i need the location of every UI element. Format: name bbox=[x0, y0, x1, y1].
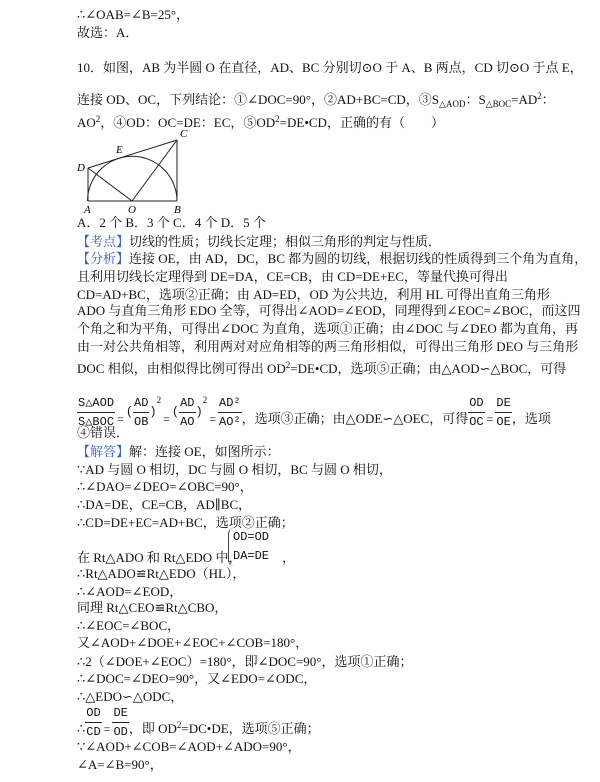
jieda-line: 又∠AOD+∠DOE+∠EOC+∠COB=180°， bbox=[77, 635, 309, 650]
label-c: C bbox=[180, 128, 188, 140]
jieda-line: ∴∠DOC=∠DEO=90°，又∠EDO=∠ODC， bbox=[77, 671, 317, 686]
subscript: △AOD bbox=[439, 99, 466, 109]
numerator: AD² bbox=[218, 394, 242, 413]
equation: DA=DE bbox=[233, 549, 270, 563]
fraction bbox=[112, 704, 128, 741]
text: =DE•CD，正确的有（ ） bbox=[279, 115, 444, 130]
fraction bbox=[468, 394, 484, 431]
question-line bbox=[77, 88, 555, 112]
segment-oc bbox=[132, 140, 177, 201]
denominator: AO bbox=[180, 414, 195, 429]
numerator: S△AOD bbox=[77, 394, 115, 413]
comma: ， bbox=[282, 550, 296, 565]
superscript: 2 bbox=[95, 114, 101, 124]
fraction bbox=[133, 394, 149, 431]
text: ，即 OD bbox=[128, 721, 177, 736]
semicircle bbox=[88, 156, 178, 201]
fenxi-line bbox=[77, 251, 587, 267]
text: ，选项③正确；由△ODE∽△OEC，可得 bbox=[241, 411, 469, 426]
numerator: OD bbox=[85, 704, 101, 723]
segment-od bbox=[88, 168, 132, 201]
text: 切线的性质；切线长定理；相似三角形的判定与性质． bbox=[129, 234, 442, 249]
text: ，选项 bbox=[511, 411, 551, 426]
equation: OD=OD bbox=[233, 530, 270, 544]
denominator: OE bbox=[496, 414, 511, 429]
jieda-line: ∴CD=DE+EC=AD+BC，选项②正确； bbox=[77, 515, 294, 530]
fenxi-line bbox=[77, 357, 566, 377]
equals: = bbox=[486, 412, 494, 426]
numerator: OD bbox=[468, 394, 484, 413]
text: =DC•DE，选项⑤正确； bbox=[181, 721, 320, 736]
denominator: CD bbox=[86, 724, 101, 739]
equals: = bbox=[117, 412, 124, 426]
equation-system bbox=[228, 528, 269, 566]
fenxi-line: 由一对公共角相等，利用两对对应角相等的两三角形相似，可得出三角形 DEO 与三角形 bbox=[77, 339, 579, 354]
text: ∴ bbox=[77, 721, 86, 736]
denominator: AO² bbox=[219, 414, 241, 429]
kaodian-line bbox=[77, 234, 441, 250]
kaodian-tag: 【考点】 bbox=[77, 234, 130, 249]
numerator: DE bbox=[495, 394, 511, 413]
jieda-line: 同理 Rt△CEO≌Rt△CBO， bbox=[77, 600, 228, 615]
denominator: OB bbox=[134, 414, 149, 429]
fenxi-line: 个角之和为平角，可得出∠DOC 为直角，选项①正确；由∠DOC 与∠DEO 都为直角，再 bbox=[77, 321, 579, 336]
paren: ( bbox=[125, 405, 134, 419]
fraction bbox=[218, 394, 242, 431]
jieda-line: ∴∠DAO=∠DEO=∠OBC=90°， bbox=[77, 479, 253, 494]
label-d: D bbox=[77, 162, 85, 174]
paren: ) bbox=[195, 405, 203, 419]
superscript: 2 bbox=[275, 114, 280, 124]
fenxi-line: CD=AD+BC，选项②正确；由 AD=ED，OD 为公共边，利用 HL 可得出直角三角形 bbox=[77, 287, 550, 302]
geometry-figure bbox=[70, 128, 200, 213]
jieda-line: ∴∠AOD=∠EOD， bbox=[77, 584, 183, 599]
question-line: 10．如图，AB 为半圆 O 在直径，AD、BC 分别切⊙O 于 A、B 两点，CD 切⊙O 于点 E， bbox=[77, 60, 583, 75]
fraction bbox=[495, 394, 511, 431]
paren: ( bbox=[171, 405, 180, 419]
text: ： bbox=[541, 92, 555, 107]
label-b: B bbox=[174, 204, 181, 213]
equals: = bbox=[103, 722, 111, 736]
numerator: AD bbox=[133, 394, 149, 413]
subscript: △BOC bbox=[485, 99, 512, 109]
fraction bbox=[179, 394, 195, 431]
text: ：S bbox=[465, 92, 486, 107]
jieda-line bbox=[77, 444, 280, 460]
label-e: E bbox=[116, 144, 123, 156]
fenxi-tag: 【分析】 bbox=[77, 251, 130, 266]
answer-options: A．2 个 B．3 个 C．4 个 D．5 个 bbox=[77, 215, 266, 230]
jieda-line: ∠A=∠B=90°， bbox=[77, 757, 163, 772]
jieda-line: ∵AD 与圆 O 相切，DC 与圆 O 相切，BC 与圆 O 相切， bbox=[77, 462, 392, 477]
superscript: 2 bbox=[156, 395, 162, 405]
text-line: ∴∠OAB=∠B=25°， bbox=[77, 7, 190, 22]
superscript: 2 bbox=[176, 720, 182, 730]
jieda-line: ∴∠EOC=∠BOC， bbox=[77, 618, 181, 633]
jieda-line: ∴Rt△ADO≌Rt△EDO（HL）， bbox=[77, 566, 246, 581]
numerator: AD bbox=[179, 394, 195, 413]
jieda-line: 在 Rt△ADO 和 Rt△EDO 中， bbox=[77, 550, 242, 565]
text: ，④OD：OC=DE：EC，⑤OD bbox=[100, 115, 276, 130]
fenxi-line: 且利用切线长定理得到 DE=DA，CE=CB，由 CD=DE+EC，等量代换可得出 bbox=[77, 269, 508, 284]
superscript: 2 bbox=[202, 395, 208, 405]
denominator: OC bbox=[469, 414, 484, 429]
superscript: 2 bbox=[285, 360, 291, 370]
fenxi-line: ④错误． bbox=[77, 425, 130, 440]
text: =DE•CD，选项⑤正确；由△AOD∽△BOC，可得 bbox=[290, 361, 567, 376]
paren: ) bbox=[149, 405, 157, 419]
text: DOC 相似，由相似得比例可得出 OD bbox=[77, 361, 286, 376]
jieda-line: ∴△EDO∽△ODC， bbox=[77, 689, 184, 704]
text-line: 故选：A． bbox=[77, 25, 139, 40]
label-a: A bbox=[84, 204, 91, 213]
fenxi-line: ADO 与直角三角形 EDO 全等，可得出∠AOD=∠EOD，同理得到∠EOC=∠BOC，而这四 bbox=[77, 303, 581, 318]
equals: = bbox=[163, 412, 170, 426]
denominator: OD bbox=[113, 724, 128, 739]
denominator: S△BOC bbox=[78, 414, 115, 429]
text-run bbox=[129, 721, 320, 736]
fraction bbox=[85, 704, 101, 741]
text: 连接 OD、OC，下列结论：①∠DOC=90°，②AD+BC=CD，③S bbox=[77, 92, 440, 107]
segment-dc bbox=[88, 140, 177, 168]
jieda-tag: 【解答】 bbox=[77, 444, 130, 459]
superscript: 2 bbox=[537, 91, 542, 101]
equals: = bbox=[209, 412, 216, 426]
jieda-line: ∴DA=DE，CE=CB，AD∥BC， bbox=[77, 497, 252, 512]
jieda-line: ∵∠AOD+∠COB=∠AOD+∠ADO=90°， bbox=[77, 739, 301, 754]
jieda-line: ∴2（∠DOE+∠EOC）=180°，即∠DOC=90°，选项①正确； bbox=[77, 654, 413, 669]
text: 解：连接 OE，如图所示： bbox=[129, 444, 280, 459]
label-o: O bbox=[128, 204, 136, 213]
numerator: DE bbox=[112, 704, 128, 723]
text: 连接 OE，由 AD，DC，BC 都为圆的切线，根据切线的性质得到三个角为直角， bbox=[129, 251, 588, 266]
fraction-line bbox=[77, 380, 551, 439]
text: =AD bbox=[511, 92, 538, 107]
text: AO bbox=[77, 115, 96, 130]
